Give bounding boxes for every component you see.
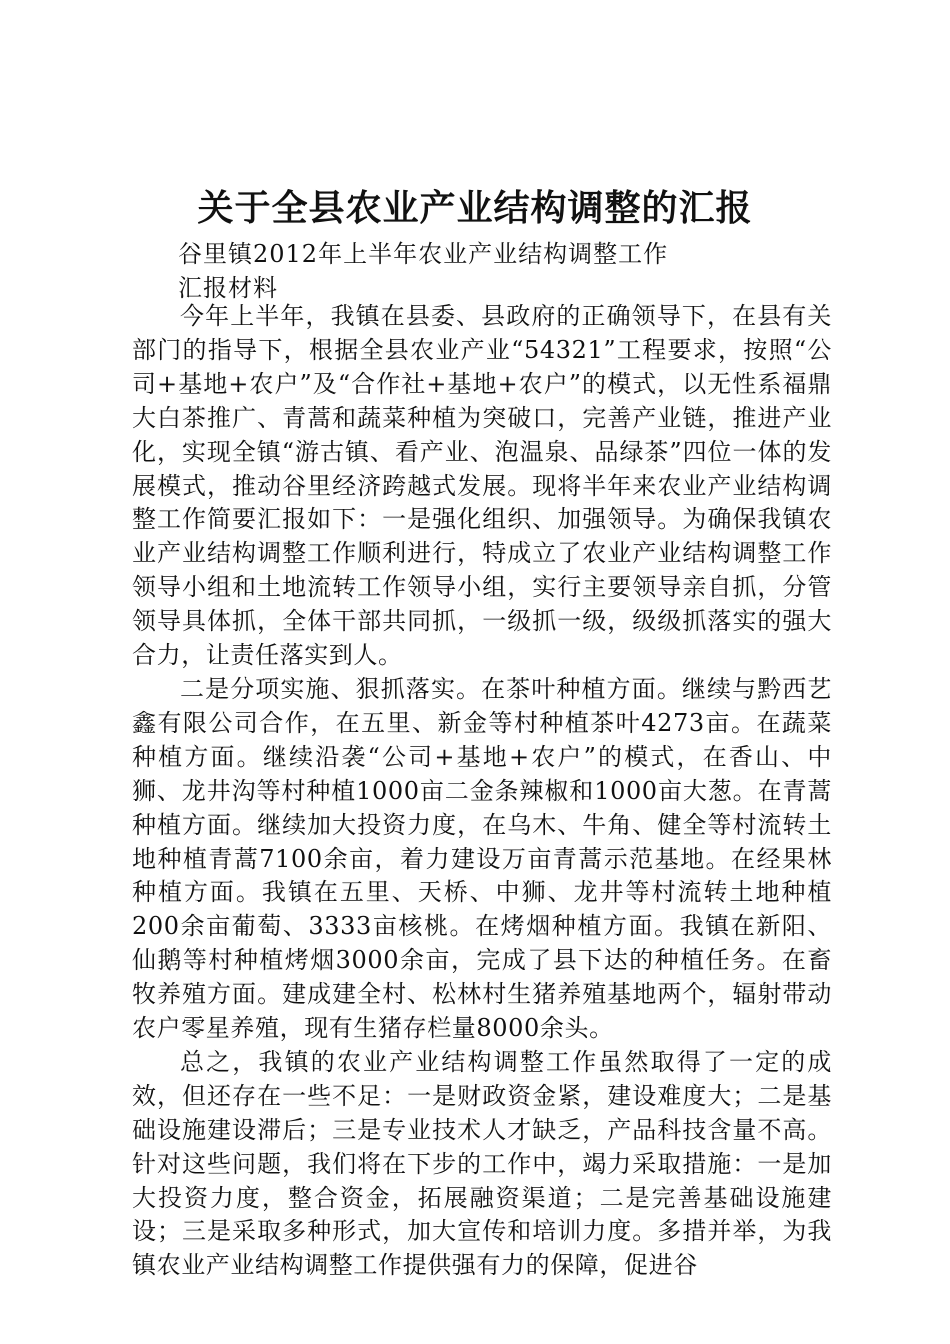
subtitle-line-1: 谷里镇2012年上半年农业产业结构调整工作 [178, 240, 669, 268]
document-body [132, 300, 832, 1283]
document-title: 关于全县农业产业结构调整的汇报 [197, 188, 753, 229]
paragraph-2: 二是分项实施、狠抓落实。在茶叶种植方面。继续与黔西艺鑫有限公司合作，在五里、新金等村种植茶叶4273亩。在蔬菜种植方面。继续沿袭“公司+基地+农户”的模式，在香山、中狮、龙井沟等村种植1000亩二金条辣椒和1000亩大葱。在青蒿种植方面。继续加大投资力度，在乌木、牛角、健全等村流转土地种植青蒿7100余亩，着力建设万亩青蒿示范基地。在经果林种植方面。我镇在五里、天桥、中狮、龙井等村流转土地种植200余亩葡萄、3333亩核桃。在烤烟种植方面。我镇在新阳、仙鹅等村种植烤烟3000余亩，完成了县下达的种植任务。在畜牧养殖方面。建成建全村、松林村生猪养殖基地两个，辐射带动农户零星养殖，现有生猪存栏量8000余头。 [132, 674, 832, 1043]
paragraph-3: 总之，我镇的农业产业结构调整工作虽然取得了一定的成效，但还存在一些不足：一是财政资金紧，建设难度大；二是基础设施建设滞后；三是专业技术人才缺乏，产品科技含量不高。针对这些问题，我们将在下步的工作中，竭力采取措施：一是加大投资力度，整合资金，拓展融资渠道；二是完善基础设施建设；三是采取多种形式，加大宣传和培训力度。多措并举，为我镇农业产业结构调整工作提供强有力的保障，促进谷 [132, 1047, 832, 1280]
subtitle-line-2: 汇报材料 [178, 274, 278, 302]
paragraph-1: 今年上半年，我镇在县委、县政府的正确领导下，在县有关部门的指导下，根据全县农业产业“54321”工程要求，按照“公司+基地+农户”及“合作社+基地+农户”的模式，以无性系福鼎大白茶推广、青蒿和蔬菜种植为突破口，完善产业链，推进产业化，实现全镇“游古镇、看产业、泡温泉、品绿茶”四位一体的发展模式，推动谷里经济跨越式发展。现将半年来农业产业结构调整工作简要汇报如下：一是强化组织、加强领导。为确保我镇农业产业结构调整工作顺利进行，特成立了农业产业结构调整工作领导小组和土地流转工作领导小组，实行主要领导亲自抓，分管领导具体抓，全体干部共同抓，一级抓一级，级级抓落实的强大合力，让责任落实到人。 [132, 302, 832, 670]
